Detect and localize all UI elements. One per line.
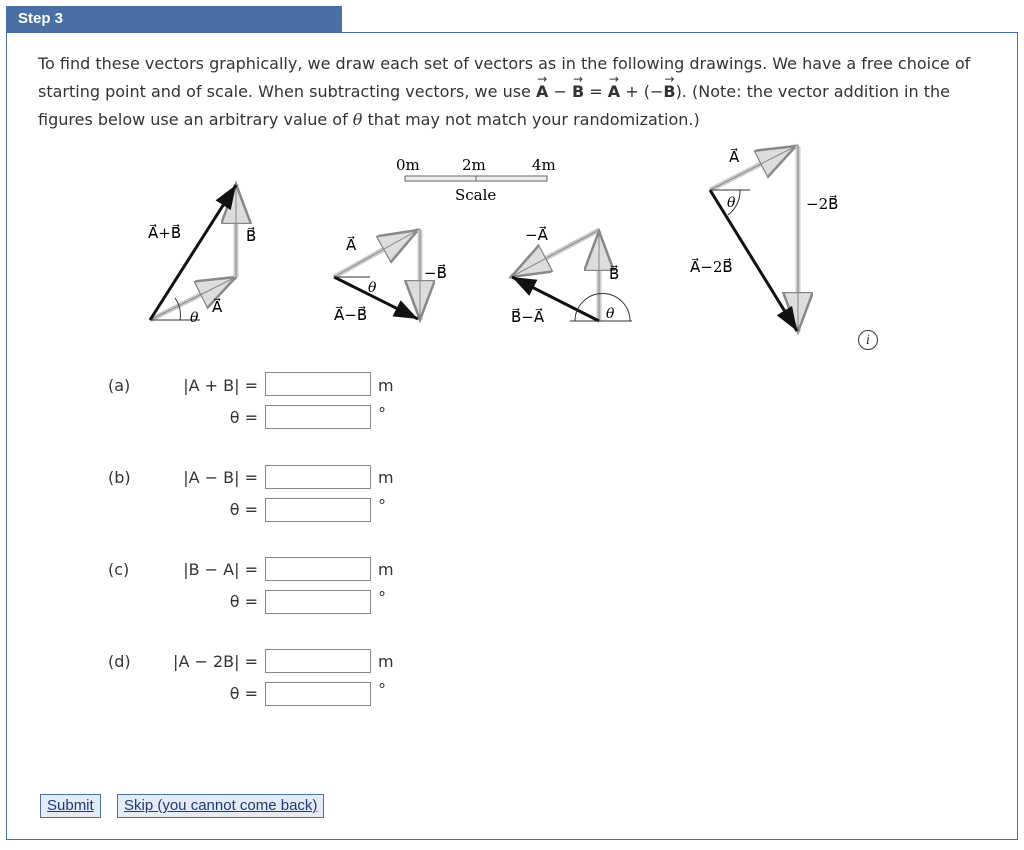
label-neg-2b: −2B⃗ — [806, 195, 839, 213]
skip-button[interactable]: Skip (you cannot come back) — [117, 794, 324, 818]
magnitude-label-b: |A − B| = — [183, 468, 258, 487]
figure-diff-ab — [334, 230, 447, 324]
figure-sum — [148, 184, 256, 326]
scale-0m: 0m — [396, 156, 420, 174]
theta-label-b: θ = — [229, 500, 258, 519]
label-neg-b: −B⃗ — [424, 264, 447, 282]
scale-label: Scale — [455, 186, 497, 204]
magnitude-label-a: |A + B| = — [183, 376, 258, 395]
question-letter-c: (c) — [108, 560, 130, 579]
figure-diff-ba — [511, 225, 632, 326]
label-a: A⃗ — [346, 236, 357, 254]
theta-input-a[interactable] — [265, 405, 371, 429]
step-header: Step 3 — [6, 6, 342, 32]
label-a-minus-b: A⃗−B⃗ — [334, 306, 368, 324]
label-theta: θ — [190, 310, 199, 326]
label-a: A⃗ — [729, 148, 740, 166]
label-b-minus-a: B⃗−A⃗ — [511, 308, 545, 326]
label-theta: θ — [606, 306, 615, 322]
unit-m-b: m — [378, 468, 394, 487]
theta-input-b[interactable] — [265, 498, 371, 522]
theta-label-c: θ = — [229, 592, 258, 611]
question-letter-d: (d) — [108, 652, 131, 671]
info-icon[interactable]: i — [858, 330, 878, 350]
question-letter-b: (b) — [108, 468, 131, 487]
unit-m-c: m — [378, 560, 394, 579]
theta-input-d[interactable] — [265, 682, 371, 706]
unit-deg-c: ° — [378, 588, 386, 607]
intro-text: To find these vectors graphically, we draw each set of vectors as in the following drawings. We have a free choice of starting point and of scale. When subtracting vectors, we use → A − → B = → A + (−→ B). (Note: the vector addition in the figures below use an arbitrary value of θ that may not match your randomization.) — [38, 50, 988, 134]
label-a: A⃗ — [212, 298, 223, 316]
label-theta: θ — [727, 195, 736, 211]
submit-button[interactable]: Submit — [40, 794, 101, 818]
unit-deg-b: ° — [378, 496, 386, 515]
unit-m-d: m — [378, 652, 394, 671]
magnitude-input-d[interactable] — [265, 649, 371, 673]
scale-2m: 2m — [462, 156, 486, 174]
figure-diff-a2b — [690, 146, 838, 332]
label-neg-a: −A⃗ — [525, 226, 548, 244]
question-letter-a: (a) — [108, 376, 131, 395]
magnitude-input-c[interactable] — [265, 557, 371, 581]
label-b: B⃗ — [609, 265, 620, 283]
magnitude-label-c: |B − A| = — [183, 560, 258, 579]
unit-deg-d: ° — [378, 680, 386, 699]
theta-input-c[interactable] — [265, 590, 371, 614]
theta-label-a: θ = — [229, 408, 258, 427]
unit-m-a: m — [378, 376, 394, 395]
scale-bar — [396, 156, 556, 204]
label-b: B⃗ — [246, 227, 257, 245]
theta-label-d: θ = — [229, 684, 258, 703]
label-theta: θ — [368, 280, 377, 296]
magnitude-input-a[interactable] — [265, 372, 371, 396]
magnitude-input-b[interactable] — [265, 465, 371, 489]
scale-4m: 4m — [532, 156, 556, 174]
unit-deg-a: ° — [378, 404, 386, 423]
magnitude-label-d: |A − 2B| = — [173, 652, 258, 671]
label-a-minus-2b: A⃗−2B⃗ — [690, 258, 733, 276]
label-a-plus-b: A⃗+B⃗ — [148, 224, 182, 242]
